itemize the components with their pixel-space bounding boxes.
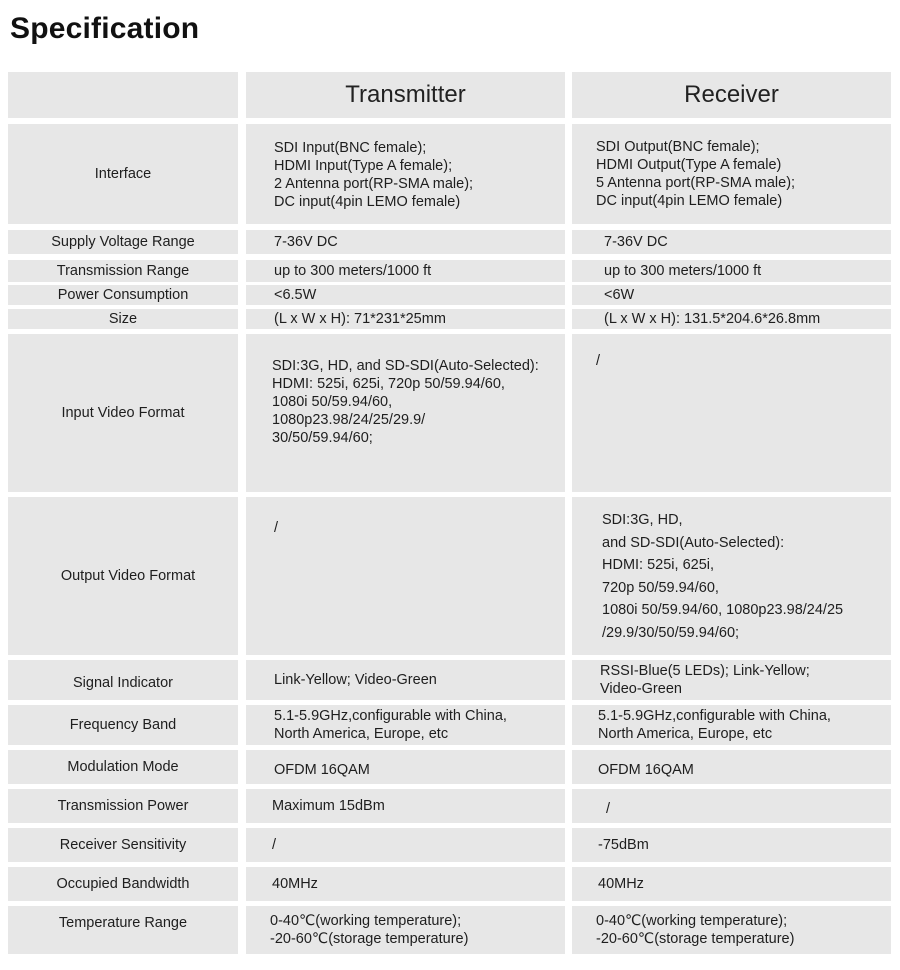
tx-input-video-line: HDMI: 525i, 625i, 720p 50/59.94/60,	[272, 376, 505, 392]
page-title: Specification	[10, 12, 200, 45]
tx-occupied-bandwidth	[246, 867, 565, 901]
header-receiver: Receiver	[572, 72, 891, 118]
tx-power-consumption-value: <6.5W	[274, 287, 317, 303]
rx-output-video-line: HDMI: 525i, 625i,	[602, 557, 715, 573]
tx-size-value: (L x W x H): 71*231*25mm	[274, 311, 446, 327]
rx-output-video-line: and SD-SDI(Auto-Selected):	[602, 534, 785, 551]
rx-size	[572, 309, 891, 329]
tx-frequency-band	[246, 705, 565, 745]
rx-output-video-line: SDI:3G, HD,	[602, 512, 683, 528]
rx-signal-indicator-line: Video-Green	[600, 681, 682, 697]
row-label-occupied-bandwidth: Occupied Bandwidth	[8, 867, 238, 901]
rx-occupied-bandwidth-value: 40MHz	[598, 876, 644, 892]
tx-interface-line: 2 Antenna port(RP-SMA male);	[274, 176, 474, 192]
rx-transmission-range	[572, 260, 891, 282]
tx-interface-line: DC input(4pin LEMO female)	[274, 194, 461, 210]
tx-modulation-mode	[246, 750, 565, 784]
tx-receiver-sensitivity-value: /	[272, 837, 277, 853]
rx-input-video-format	[572, 334, 891, 492]
rx-transmission-power	[572, 789, 891, 823]
rx-modulation-mode	[572, 750, 891, 784]
rx-temperature-range-line: 0-40℃(working temperature);	[596, 913, 788, 929]
rx-output-video-line: 720p 50/59.94/60,	[602, 579, 719, 596]
row-label-transmission-power: Transmission Power	[8, 789, 238, 823]
tx-input-video-line: 30/50/59.94/60;	[272, 430, 373, 446]
tx-signal-indicator	[246, 660, 565, 700]
tx-input-video-line: 1080p23.98/24/25/29.9/	[272, 412, 426, 428]
rx-supply-voltage	[572, 230, 891, 254]
tx-modulation-mode-value: OFDM 16QAM	[274, 762, 370, 778]
rx-interface-line: DC input(4pin LEMO female)	[596, 193, 783, 209]
rx-size-value: (L x W x H): 131.5*204.6*26.8mm	[604, 311, 821, 327]
tx-receiver-sensitivity	[246, 828, 565, 862]
rx-output-video-format	[572, 497, 891, 655]
row-label-output-video-format: Output Video Format	[8, 497, 238, 655]
rx-input-video-value: /	[596, 353, 601, 369]
tx-frequency-band-line: 5.1-5.9GHz,configurable with China,	[274, 708, 507, 724]
rx-temperature-range-line: -20-60℃(storage temperature)	[596, 931, 795, 947]
rx-interface-line: HDMI Output(Type A female)	[596, 157, 782, 173]
row-label-size: Size	[8, 309, 238, 329]
rx-signal-indicator-line: RSSI-Blue(5 LEDs); Link-Yellow;	[600, 663, 810, 679]
rx-receiver-sensitivity	[572, 828, 891, 862]
tx-interface-line: SDI Input(BNC female);	[274, 140, 427, 156]
rx-frequency-band	[572, 705, 891, 745]
rx-power-consumption	[572, 285, 891, 305]
rx-transmission-range-value: up to 300 meters/1000 ft	[604, 263, 762, 279]
tx-power-consumption	[246, 285, 565, 305]
row-label-input-video-format: Input Video Format	[8, 334, 238, 492]
rx-interface-line: SDI Output(BNC female);	[596, 139, 760, 155]
tx-transmission-range-value: up to 300 meters/1000 ft	[274, 263, 432, 279]
row-label-transmission-range: Transmission Range	[8, 260, 238, 282]
rx-power-consumption-value: <6W	[604, 287, 635, 303]
row-label-supply-voltage: Supply Voltage Range	[8, 230, 238, 254]
tx-transmission-range	[246, 260, 565, 282]
row-label-modulation-mode: Modulation Mode	[8, 750, 238, 784]
tx-input-video-line: 1080i 50/59.94/60,	[272, 394, 393, 410]
rx-frequency-band-line: North America, Europe, etc	[598, 726, 773, 742]
tx-transmission-power-value: Maximum 15dBm	[272, 798, 385, 814]
tx-occupied-bandwidth-value: 40MHz	[272, 876, 318, 892]
tx-frequency-band-line: North America, Europe, etc	[274, 726, 449, 742]
row-label-frequency-band: Frequency Band	[8, 705, 238, 745]
tx-input-video-line: SDI:3G, HD, and SD-SDI(Auto-Selected):	[272, 358, 539, 374]
rx-receiver-sensitivity-value: -75dBm	[598, 837, 649, 853]
rx-supply-voltage-value: 7-36V DC	[604, 234, 668, 250]
row-label-receiver-sensitivity: Receiver Sensitivity	[8, 828, 238, 862]
header-transmitter: Transmitter	[246, 72, 565, 118]
rx-frequency-band-line: 5.1-5.9GHz,configurable with China,	[598, 708, 831, 724]
row-label-interface: Interface	[8, 124, 238, 224]
rx-signal-indicator	[572, 660, 891, 700]
header-corner-cell	[8, 72, 238, 118]
rx-temperature-range	[572, 906, 891, 954]
tx-temperature-range-line: -20-60℃(storage temperature)	[270, 931, 469, 947]
rx-output-video-line: 1080i 50/59.94/60, 1080p23.98/24/25	[602, 602, 844, 618]
tx-output-video-format	[246, 497, 565, 655]
tx-temperature-range	[246, 906, 565, 954]
tx-signal-indicator-value: Link-Yellow; Video-Green	[274, 672, 437, 688]
tx-output-video-value: /	[274, 520, 279, 536]
tx-transmission-power	[246, 789, 565, 823]
tx-temperature-range-line: 0-40℃(working temperature);	[270, 913, 462, 929]
tx-interface-line: HDMI Input(Type A female);	[274, 158, 453, 174]
tx-supply-voltage	[246, 230, 565, 254]
rx-occupied-bandwidth	[572, 867, 891, 901]
row-label-temperature-range: Temperature Range	[8, 906, 238, 954]
row-label-power-consumption: Power Consumption	[8, 285, 238, 305]
tx-supply-voltage-value: 7-36V DC	[274, 234, 338, 250]
tx-size	[246, 309, 565, 329]
tx-input-video-format	[246, 334, 565, 492]
rx-interface-line: 5 Antenna port(RP-SMA male);	[596, 175, 796, 191]
rx-interface	[572, 124, 891, 224]
rx-transmission-power-value: /	[606, 801, 611, 817]
rx-output-video-line: /29.9/30/50/59.94/60;	[602, 624, 740, 641]
tx-interface	[246, 124, 565, 224]
row-label-signal-indicator: Signal Indicator	[8, 660, 238, 700]
rx-modulation-mode-value: OFDM 16QAM	[598, 762, 694, 778]
